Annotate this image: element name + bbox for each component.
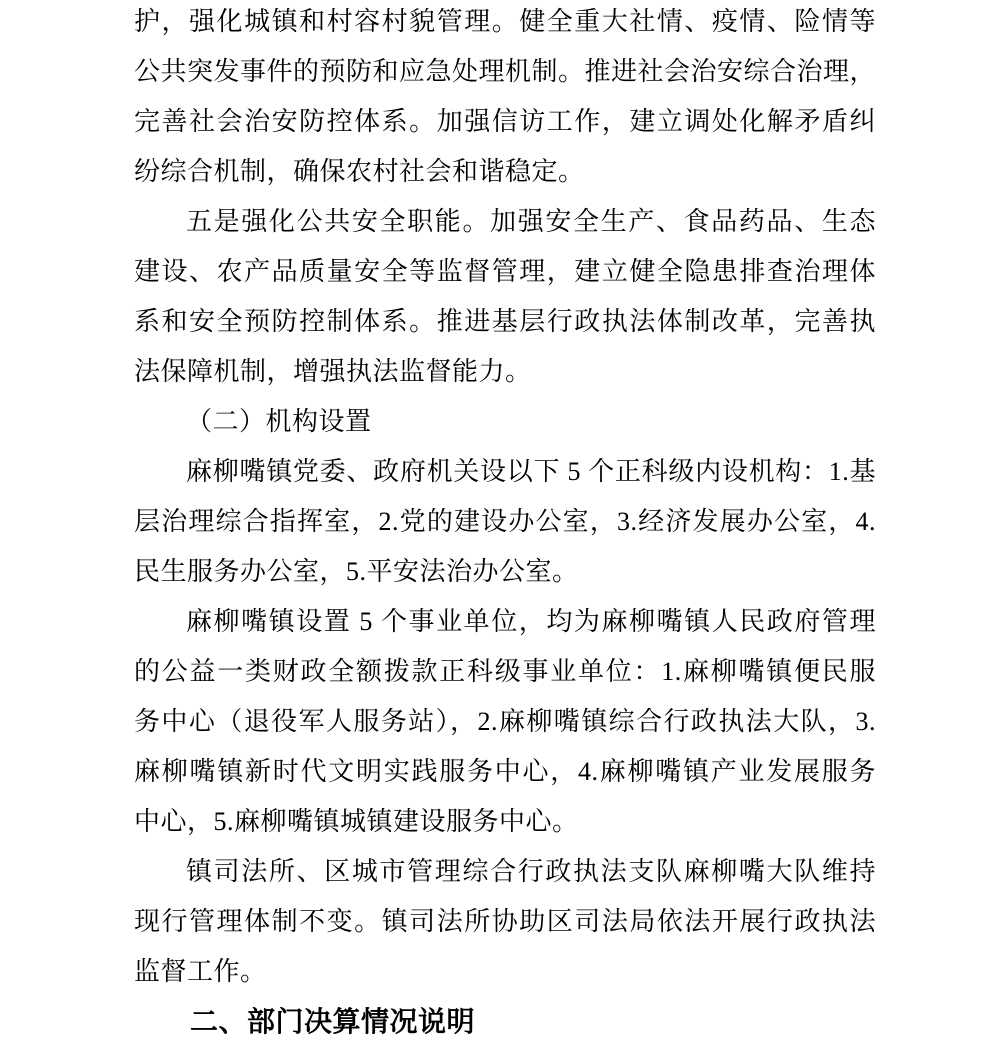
text-line: 的公益一类财政全额拨款正科级事业单位：1.麻柳嘴镇便民服 <box>134 657 876 686</box>
para-internal-organs <box>134 447 876 597</box>
text-line: 护，强化城镇和村容村貌管理。健全重大社情、疫情、险情等 <box>134 7 876 36</box>
text-line: 务中心（退役军人服务站），2.麻柳嘴镇综合行政执法大队，3. <box>134 707 876 736</box>
text-line: 二、部门决算情况说明 <box>190 1006 476 1037</box>
text-line: 五是强化公共安全职能。加强安全生产、食品药品、生态 <box>186 207 876 236</box>
text-line: 系和安全预防控制体系。推进基层行政执法体制改革，完善执 <box>134 307 876 336</box>
heading-section-two <box>134 997 876 1043</box>
text-line: 民生服务办公室，5.平安法治办公室。 <box>134 557 579 586</box>
text-line: 纷综合机制，确保农村社会和谐稳定。 <box>134 157 585 186</box>
text-line: 镇司法所、区城市管理综合行政执法支队麻柳嘴大队维持 <box>186 857 876 886</box>
text-line: 中心，5.麻柳嘴镇城镇建设服务中心。 <box>134 807 579 836</box>
text-line: 层治理综合指挥室，2.党的建设办公室，3.经济发展办公室，4. <box>134 507 876 536</box>
document-content <box>134 0 876 1043</box>
text-line: 监督工作。 <box>134 957 267 986</box>
text-line: 现行管理体制不变。镇司法所协助区司法局依法开展行政执法 <box>134 907 876 936</box>
text-line: 建设、农产品质量安全等监督管理，建立健全隐患排查治理体 <box>134 257 876 286</box>
para-fifth-function <box>134 197 876 397</box>
text-line: 麻柳嘴镇设置 5 个事业单位，均为麻柳嘴镇人民政府管理 <box>186 607 876 636</box>
text-line: 麻柳嘴镇党委、政府机关设以下 5 个正科级内设机构：1.基 <box>186 457 876 486</box>
text-line: 完善社会治安防控体系。加强信访工作，建立调处化解矛盾纠 <box>134 107 876 136</box>
text-line: 法保障机制，增强执法监督能力。 <box>134 357 532 386</box>
subheading-organization-setup <box>134 397 876 447</box>
text-line: 麻柳嘴镇新时代文明实践服务中心，4.麻柳嘴镇产业发展服务 <box>134 757 876 786</box>
text-line: 公共突发事件的预防和应急处理机制。推进社会治安综合治理， <box>134 57 877 86</box>
para-public-safety-continuation <box>134 0 876 197</box>
para-public-institutions <box>134 597 876 847</box>
para-justice-office <box>134 847 876 997</box>
text-line: （二）机构设置 <box>186 407 372 436</box>
